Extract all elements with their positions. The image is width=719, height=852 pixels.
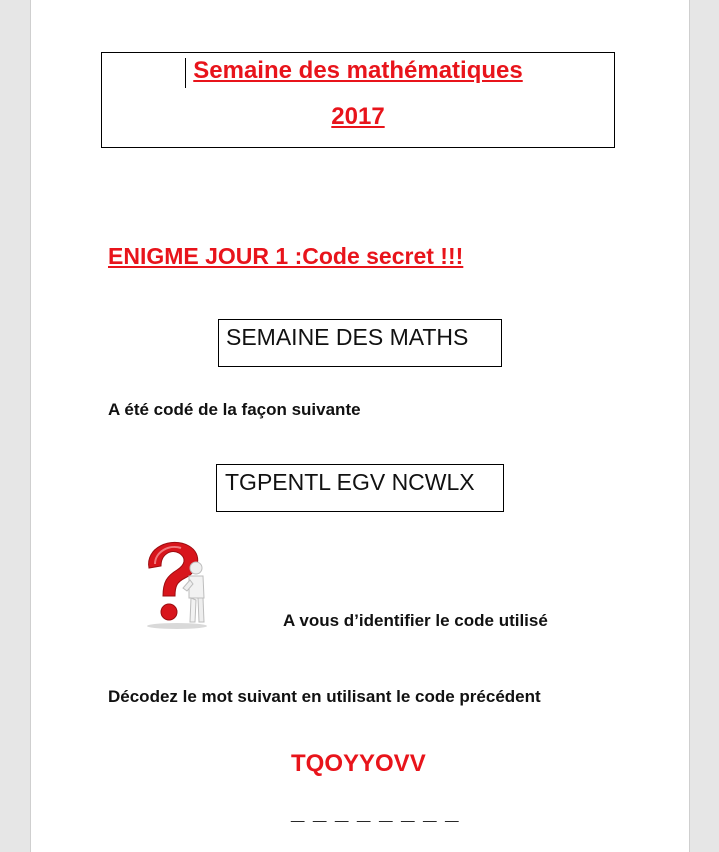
coded-phrase: TGPENTL EGV NCWLX [225,469,475,495]
identify-prompt: A vous d’identifier le code utilisé [283,611,548,630]
decode-prompt: Décodez le mot suivant en utilisant le code précédent [108,687,541,706]
title-line-1: Semaine des mathématiques [193,57,523,84]
coded-intro-text: A été codé de la façon suivante [108,400,361,419]
title-year: 2017 [331,103,385,130]
mystery-word: TQOYYOVV [291,750,426,777]
coded-phrase-box [216,464,504,512]
title-box [101,52,615,148]
plain-phrase-box [218,319,502,367]
answer-blanks: _ _ _ _ _ _ _ _ [291,798,460,825]
plain-phrase: SEMAINE DES MATHS [226,324,469,350]
document-page [30,0,690,852]
enigme-heading: ENIGME JOUR 1 :Code secret !!! [108,243,464,269]
question-mark-figure-icon [141,538,213,630]
